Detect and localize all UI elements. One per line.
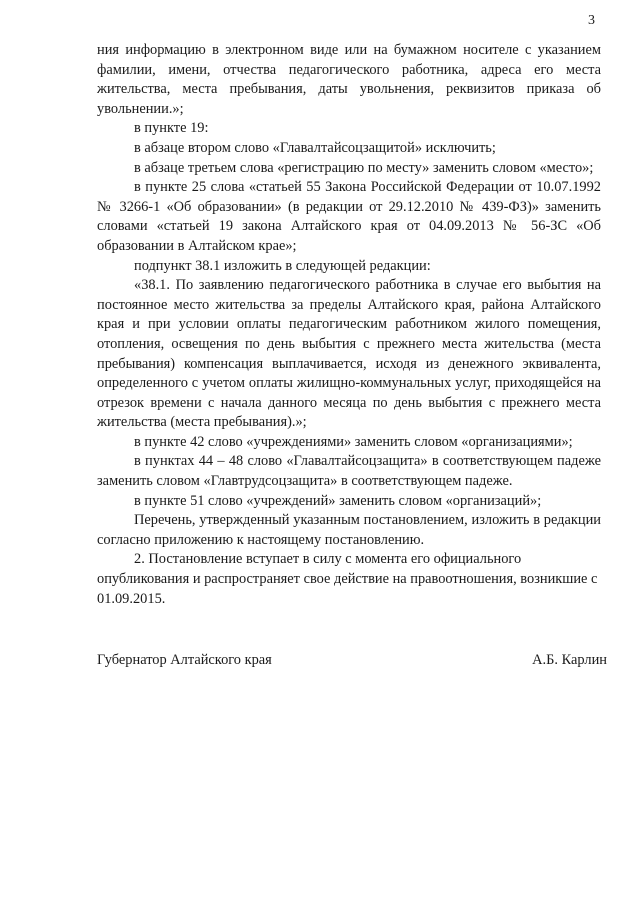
paragraph-item: в пункте 19: [134, 120, 209, 137]
document-body [97, 41, 601, 609]
paragraph-item: Перечень, утвержденный указанным постановлением, изложить в редакции согласно приложению к настоящему постановлению. [97, 512, 601, 548]
paragraph-item: в пункте 42 слово «учреждениями» заменить словом «организациями»; [134, 433, 573, 450]
paragraph-item: в пунктах 44 – 48 слово «Главалтайсоцзащита» в соответствующем падеже заменить словом «Главтрудсоцзащита» в соответствующем падеже. [97, 453, 601, 490]
paragraph-item: в пункте 51 слово «учреждений» заменить словом «организаций»; [134, 492, 542, 509]
signatory-position: Губернатор Алтайского края [97, 652, 272, 668]
paragraph-item: подпункт 38.1 изложить в следующей редакции: [134, 257, 431, 274]
signature-block [97, 652, 607, 669]
paragraph-item: в пункте 25 слова «статьей 55 Закона Российской Федерации от 10.07.1992 № 3266-1 «Об образовании» (в редакции от 29.12.2010 № 439-ФЗ)» заменить словами «статьей 19 закона Алтайского края от 04.09.2013 № 56-ЗС «Об образовании в Алтайском крае»; [97, 179, 601, 254]
paragraph-item: в абзаце втором слово «Главалтайсоцзащитой» исключить; [134, 139, 496, 156]
paragraph-item: в абзаце третьем слова «регистрацию по месту» заменить словом «место»; [134, 159, 594, 176]
signatory-name: А.Б. Карлин [532, 652, 607, 668]
page-number: 3 [588, 13, 595, 28]
paragraph-quoted-subclause: «38.1. По заявлению педагогического работника в случае его выбытия на постоянное место жительства за пределы Алтайского края, района Алтайского края и при условии оплаты педагогическим работником жилого помещения, отопления, освещения по день выбытия с прежнего места жительства (места пребывания) компенсация выплачивается, исходя из денежного эквивалента, определенного с учетом оплаты жилищно-коммунальных услуг, приходящейся на отрезок времени с начала данного месяца по день выбытия с прежнего места жительства (места пребывания).»; [97, 277, 601, 431]
paragraph-continuation: ния информацию в электронном виде или на бумажном носителе с указанием фамилии, имени, отчества педагогического работника, адреса его места жительства, места пребывания, даты увольнения, реквизитов приказа об увольнении.»; [97, 42, 601, 117]
paragraph-effective-date: 2. Постановление вступает в силу с момента его официального опубликования и распространяет свое действие на правоотношения, возникшие с 01.09.2015. [97, 551, 598, 607]
